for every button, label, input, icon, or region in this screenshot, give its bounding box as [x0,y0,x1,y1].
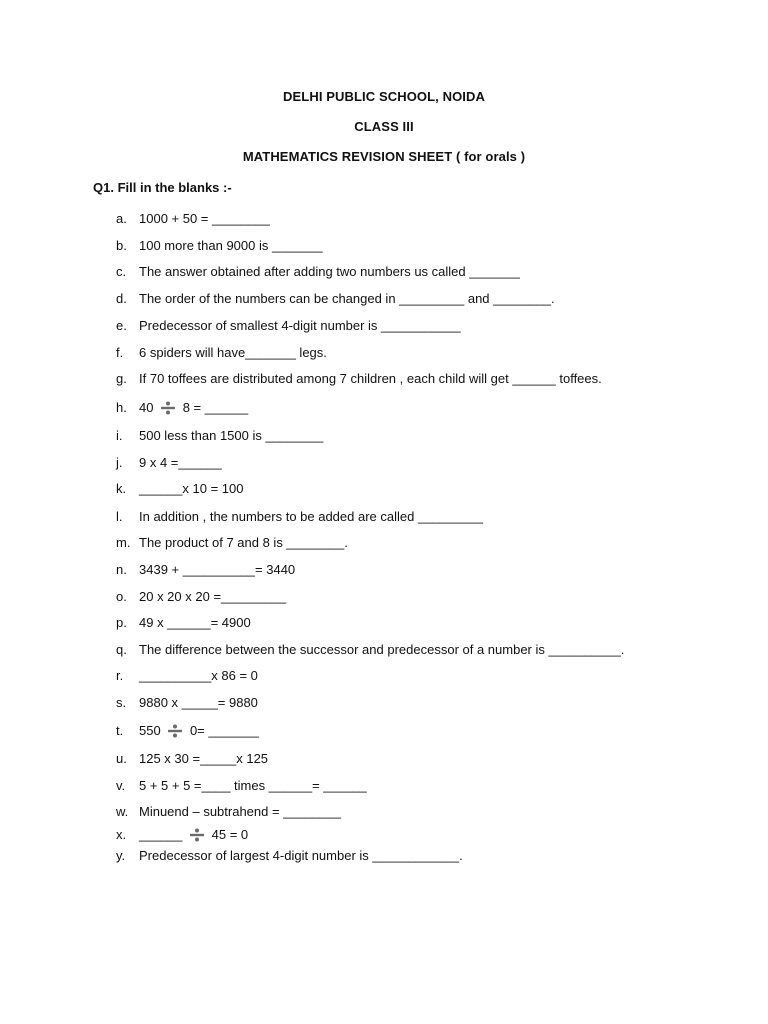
item-letter: l. [116,509,123,524]
list-item [0,560,768,580]
item-text: Predecessor of smallest 4-digit number is ___________ [139,318,461,333]
item-text: 9 x 4 =______ [139,455,222,470]
item-text: The difference between the successor and predecessor of a number is __________. [139,642,625,657]
item-text: 9880 x _____= 9880 [139,695,258,710]
list-item [0,666,768,686]
item-letter: i. [116,428,123,443]
list-item [0,749,768,769]
item-text: 1000 + 50 = ________ [139,211,270,226]
item-letter: c. [116,264,127,279]
division-sign-icon [189,828,205,842]
item-letter: p. [116,615,127,630]
list-item [0,587,768,607]
item-letter: b. [116,238,127,253]
list-item [0,721,768,741]
item-letter: d. [116,291,127,306]
school-name: DELHI PUBLIC SCHOOL, NOIDA [283,89,485,104]
item-text: If 70 toffees are distributed among 7 children , each child will get ______ toffees. [139,371,602,386]
list-item [0,479,768,499]
item-letter: r. [116,668,124,683]
item-letter: x. [116,827,127,842]
item-text: 49 x ______= 4900 [139,615,251,630]
item-text: The product of 7 and 8 is ________. [139,535,348,550]
list-item [0,289,768,309]
item-letter: o. [116,589,127,604]
item-text: __________x 86 = 0 [139,668,258,683]
item-letter: e. [116,318,127,333]
item-letter: y. [116,848,126,863]
item-letter: v. [116,778,126,793]
class-label: CLASS III [354,119,414,134]
divisor-and-blank: 0= _______ [189,723,259,738]
item-letter: g. [116,371,127,386]
list-item [0,802,768,822]
list-item [0,236,768,256]
sheet-title: MATHEMATICS REVISION SHEET ( for orals ) [242,149,526,164]
divisor-and-blank: 8 = ______ [182,400,249,415]
item-letter: w. [116,804,129,819]
item-text: 20 x 20 x 20 =_________ [139,589,287,604]
item-letter: s. [116,695,127,710]
list-item [0,398,768,418]
list-item [0,343,768,363]
item-letter: t. [116,723,124,738]
dividend: 550 [139,723,161,738]
item-text: 5 + 5 + 5 =____ times ______= ______ [139,778,367,793]
list-item [0,426,768,446]
item-letter: f. [116,345,124,360]
item-text [139,721,259,741]
item-text: 125 x 30 =_____x 125 [139,751,269,766]
question-heading: Q1. Fill in the blanks :- [93,180,232,195]
list-item [0,640,768,660]
list-item [0,825,768,845]
list-item [0,209,768,229]
division-sign-icon [167,724,183,738]
item-text: 100 more than 9000 is _______ [139,238,323,253]
item-letter: j. [116,455,123,470]
dividend: 40 [139,400,154,415]
item-letter: a. [116,211,127,226]
list-item [0,507,768,527]
list-item [0,613,768,633]
list-item [0,453,768,473]
item-text: In addition , the numbers to be added are called _________ [139,509,484,524]
item-letter: q. [116,642,127,657]
division-sign-icon [160,401,176,415]
item-letter: u. [116,751,127,766]
item-letter: k. [116,481,127,496]
item-text: Predecessor of largest 4-digit number is ____________. [139,848,463,863]
item-text: The answer obtained after adding two numbers us called _______ [139,264,520,279]
item-text: Minuend – subtrahend = ________ [139,804,342,819]
list-item [0,693,768,713]
list-item [0,369,768,389]
list-item [0,846,768,866]
list-item [0,776,768,796]
item-letter: h. [116,400,127,415]
item-text: 3439 + __________= 3440 [139,562,296,577]
item-text: ______x 10 = 100 [139,481,244,496]
list-item [0,316,768,336]
item-text: 6 spiders will have_______ legs. [139,345,327,360]
list-item [0,262,768,282]
item-text: The order of the numbers can be changed in _________ and ________. [139,291,555,306]
item-letter: m. [116,535,131,550]
item-text [139,825,248,845]
divisor-and-result: 45 = 0 [211,827,249,842]
item-text: 500 less than 1500 is ________ [139,428,324,443]
dividend-blank: ______ [139,827,183,842]
item-text [139,398,248,418]
list-item [0,533,768,553]
item-letter: n. [116,562,127,577]
